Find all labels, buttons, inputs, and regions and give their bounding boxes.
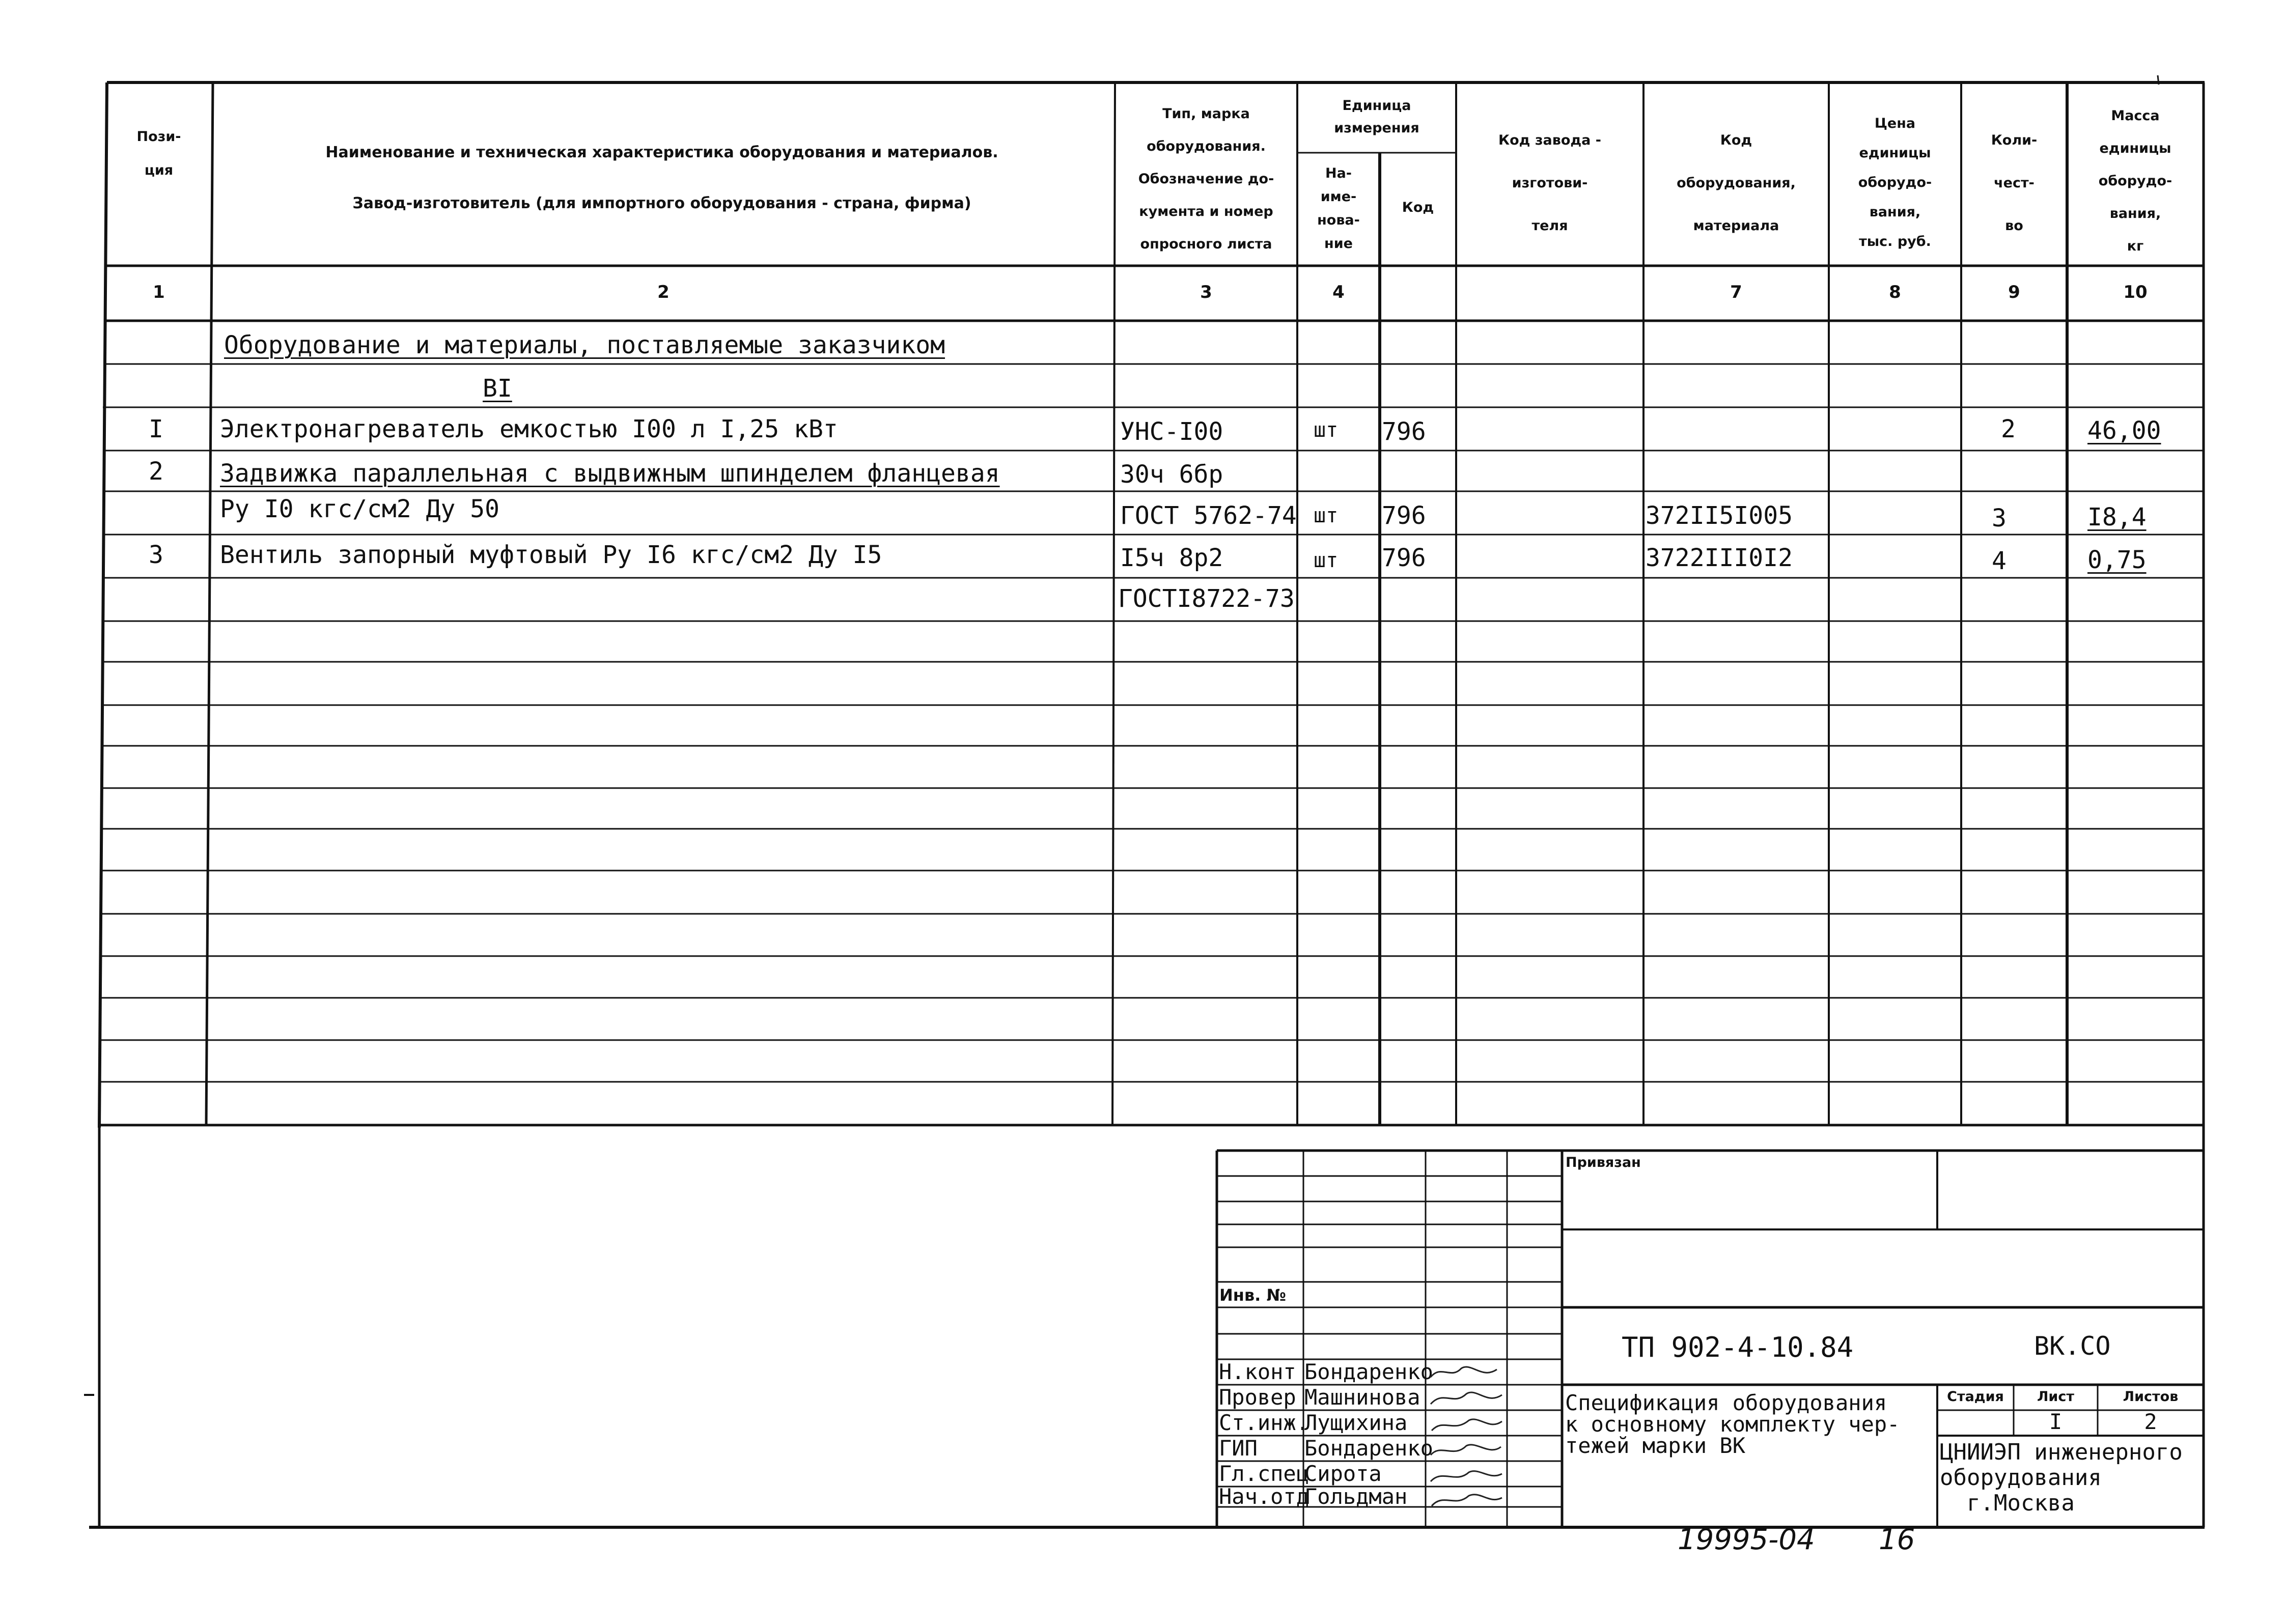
signatures-graphic <box>1426 1359 1507 1512</box>
row-unit-code: 796 <box>1382 501 1426 530</box>
signer-name: Бондаренко <box>1304 1359 1433 1384</box>
signer-role: Ст.инж. <box>1219 1410 1309 1435</box>
header-plant-code: Код завода - изготови- теля <box>1498 132 1601 234</box>
col-number: 4 <box>1332 282 1345 302</box>
row-position: I <box>149 415 163 443</box>
row-unit: шт <box>1314 418 1339 442</box>
stage-label: Стадия <box>1947 1389 2004 1405</box>
document-code: ТП 902-4-10.84 <box>1622 1331 1854 1363</box>
section-subtitle: ВI <box>483 374 512 403</box>
signer-name: Сирота <box>1304 1461 1382 1486</box>
row-name: Электронагреватель емкостью I00 л I,25 кВт <box>220 415 838 443</box>
row-type: ГОСТI8722-73 <box>1118 584 1295 613</box>
header-type: Тип, марка оборудования. Обозначение до- кумента и номер опросного листа <box>1138 106 1274 252</box>
header-position: Пози- ция <box>136 129 181 178</box>
signer-role: Провер <box>1219 1385 1296 1410</box>
header-price: Цена единицы оборудо- вания, тыс. руб. <box>1858 116 1932 249</box>
header-equipment-code: Код оборудования, материала <box>1677 132 1796 234</box>
signer-name: Машнинова <box>1304 1385 1420 1410</box>
signer-role: Гл.спец <box>1219 1461 1309 1486</box>
row-type: ГОСТ 5762-74 <box>1120 501 1297 530</box>
drawing-mark: ВК.СО <box>2034 1331 2111 1361</box>
attached-label: Привязан <box>1566 1155 1641 1170</box>
row-position: 2 <box>149 457 163 486</box>
signer-name: Гольдман <box>1304 1484 1408 1509</box>
col-number: 1 <box>153 282 165 302</box>
header-quantity: Коли- чест- во <box>1991 132 2038 234</box>
sheet-value: I <box>2049 1409 2063 1434</box>
row-quantity: 2 <box>2001 415 2016 443</box>
signer-name: Бондаренко <box>1304 1436 1433 1461</box>
row-mass: 46,00 <box>2087 416 2161 445</box>
row-unit: шт <box>1314 549 1339 572</box>
header-name: Наименование и техническая характеристика оборудования и материалов. Завод-изготовитель (для импортного оборудования - страна, фирма) <box>325 144 998 212</box>
section-title: Оборудование и материалы, поставляемые заказчиком <box>224 331 945 359</box>
row-name: Ру I0 кгс/см2 Ду 50 <box>220 495 500 523</box>
header-unit-group: Единица измерения <box>1334 98 1419 136</box>
row-mass: I8,4 <box>2087 503 2147 531</box>
row-unit: шт <box>1314 504 1339 527</box>
signer-name: Лущихина <box>1304 1410 1408 1435</box>
row-unit-code: 796 <box>1382 417 1426 446</box>
row-equipment-code: 372II5I005 <box>1646 501 1793 530</box>
col-number: 10 <box>2123 282 2148 302</box>
col-number: 9 <box>2008 282 2020 302</box>
row-quantity: 4 <box>1992 547 2007 575</box>
document-title: Спецификация оборудования к основному комплекту чер- тежей марки ВК <box>1565 1390 1900 1458</box>
col-number: 3 <box>1200 282 1212 302</box>
organization: ЦНИИЭП инженерного оборудования г.Москва <box>1940 1439 2183 1516</box>
sheets-label: Листов <box>2123 1389 2179 1405</box>
sheets-value: 2 <box>2144 1409 2157 1434</box>
row-unit-code: 796 <box>1382 544 1426 572</box>
row-mass: 0,75 <box>2087 546 2147 574</box>
col-number: 2 <box>657 282 670 302</box>
row-name: Вентиль запорный муфтовый Ру I6 кгс/см2 Ду I5 <box>220 541 882 569</box>
signer-role: ГИП <box>1219 1436 1258 1461</box>
col-number: 7 <box>1730 282 1742 302</box>
row-position: 3 <box>149 541 163 569</box>
page-number: 16 <box>1879 1523 1915 1556</box>
archive-number: 19995-04 <box>1678 1523 1815 1556</box>
signer-role: Нач.отд <box>1219 1484 1309 1509</box>
header-mass: Масса единицы оборудо- вания, кг <box>2098 108 2172 254</box>
sheet-label: Лист <box>2037 1389 2074 1405</box>
row-name: Задвижка параллельная с выдвижным шпинделем фланцевая <box>220 459 1000 488</box>
row-equipment-code: 3722III0I2 <box>1646 544 1793 572</box>
row-type: 30ч 6бр <box>1120 460 1223 489</box>
row-quantity: 3 <box>1992 504 2007 533</box>
col-number: 8 <box>1889 282 1901 302</box>
row-type: I5ч 8р2 <box>1120 544 1223 572</box>
signer-role: Н.конт <box>1219 1359 1296 1384</box>
row-type: УНС-I00 <box>1120 417 1223 446</box>
header-unit-name: На- име- нова- ние <box>1317 165 1360 251</box>
header-unit-code: Код <box>1402 200 1434 215</box>
inventory-label: Инв. № <box>1219 1285 1286 1305</box>
